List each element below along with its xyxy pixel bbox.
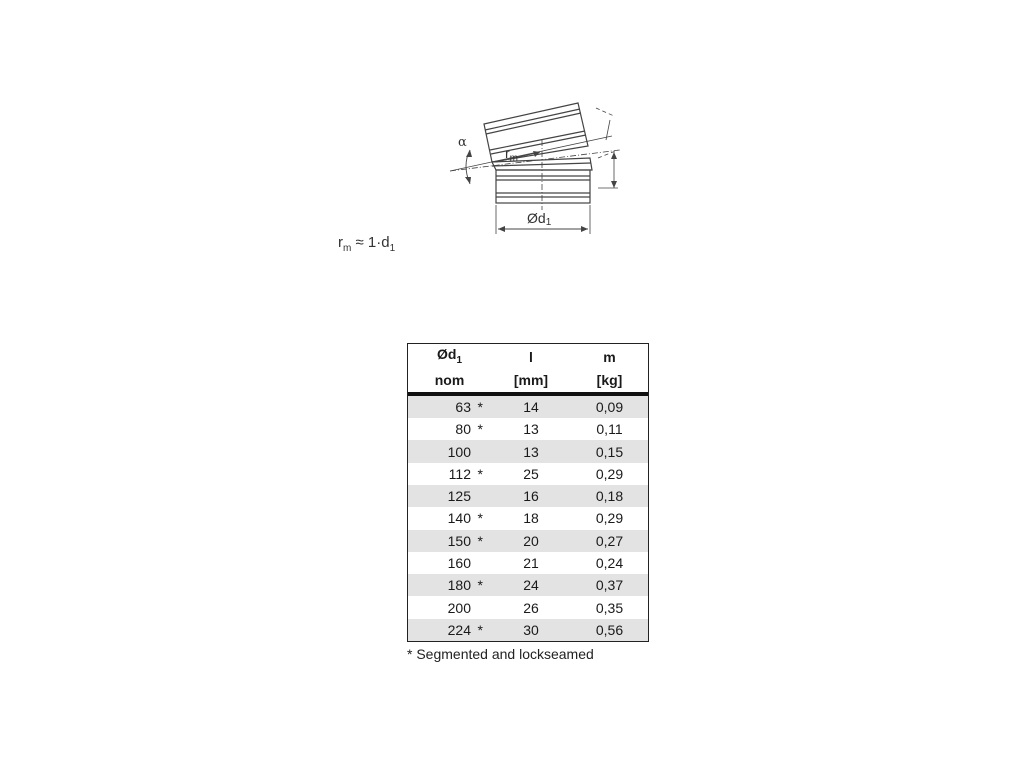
header-diameter-unit: nom xyxy=(408,370,491,394)
mass-cell: 0,24 xyxy=(571,552,648,574)
header-diameter: $Ød_1$ xyxy=(408,344,491,370)
length-cell: 25 xyxy=(491,463,571,485)
table-row xyxy=(408,574,648,596)
mass-cell: 0,09 xyxy=(571,394,648,418)
mass-cell: 0,29 xyxy=(571,507,648,529)
header-length-unit: [mm] xyxy=(491,370,571,394)
diameter-cell: 224 * xyxy=(408,619,491,641)
segmented-marker: * xyxy=(477,621,483,638)
table-row xyxy=(408,552,648,574)
table-row xyxy=(408,596,648,618)
diameter-cell: 63 * xyxy=(408,394,491,418)
diameter-cell: 112 * xyxy=(408,463,491,485)
table-row xyxy=(408,507,648,529)
mass-cell: 0,29 xyxy=(571,463,648,485)
mass-cell: 0,35 xyxy=(571,596,648,618)
diameter-cell: 150 * xyxy=(408,530,491,552)
table-row xyxy=(408,485,648,507)
length-cell: 26 xyxy=(491,596,571,618)
segmented-marker: * xyxy=(477,398,483,415)
diameter-cell: 125 xyxy=(408,485,491,507)
mass-cell: 0,37 xyxy=(571,574,648,596)
length-cell: 21 xyxy=(491,552,571,574)
segmented-marker: * xyxy=(477,421,483,438)
length-cell: 13 xyxy=(491,418,571,440)
length-cell: 18 xyxy=(491,507,571,529)
diameter-cell: 180 * xyxy=(408,574,491,596)
rm-label: $r_m$ xyxy=(505,145,519,164)
diameter-cell: 80 * xyxy=(408,418,491,440)
alpha-label: α xyxy=(458,135,467,150)
length-cell: 20 xyxy=(491,530,571,552)
header-mass-unit: [kg] xyxy=(571,370,648,394)
table-row xyxy=(408,619,648,641)
mass-cell: 0,15 xyxy=(571,440,648,462)
segmented-marker: * xyxy=(477,465,483,482)
table-row xyxy=(408,418,648,440)
length-cell: 16 xyxy=(491,485,571,507)
segmented-marker: * xyxy=(477,510,483,527)
length-cell: 30 xyxy=(491,619,571,641)
segmented-marker: * xyxy=(477,532,483,549)
table-row xyxy=(408,530,648,552)
footnote: * Segmented and lockseamed xyxy=(407,646,594,662)
table-row xyxy=(408,463,648,485)
table-row xyxy=(408,394,648,418)
diameter-cell: 100 xyxy=(408,440,491,462)
length-cell: 13 xyxy=(491,440,571,462)
spec-table xyxy=(407,343,649,642)
diameter-cell: 160 xyxy=(408,552,491,574)
diameter-cell: 140 * xyxy=(408,507,491,529)
header-mass: m xyxy=(571,344,648,370)
table-row xyxy=(408,440,648,462)
length-cell: 24 xyxy=(491,574,571,596)
mass-cell: 0,27 xyxy=(571,530,648,552)
mass-cell: 0,56 xyxy=(571,619,648,641)
length-cell: 14 xyxy=(491,394,571,418)
mass-cell: 0,18 xyxy=(571,485,648,507)
diameter-label: Ød1 xyxy=(527,210,552,228)
header-length: l xyxy=(491,344,571,370)
radius-formula: $r_m \approx 1\cdot d_1$ xyxy=(338,234,396,254)
bend-drawing xyxy=(420,90,640,240)
diameter-cell: 200 xyxy=(408,596,491,618)
mass-cell: 0,11 xyxy=(571,418,648,440)
segmented-marker: * xyxy=(477,577,483,594)
